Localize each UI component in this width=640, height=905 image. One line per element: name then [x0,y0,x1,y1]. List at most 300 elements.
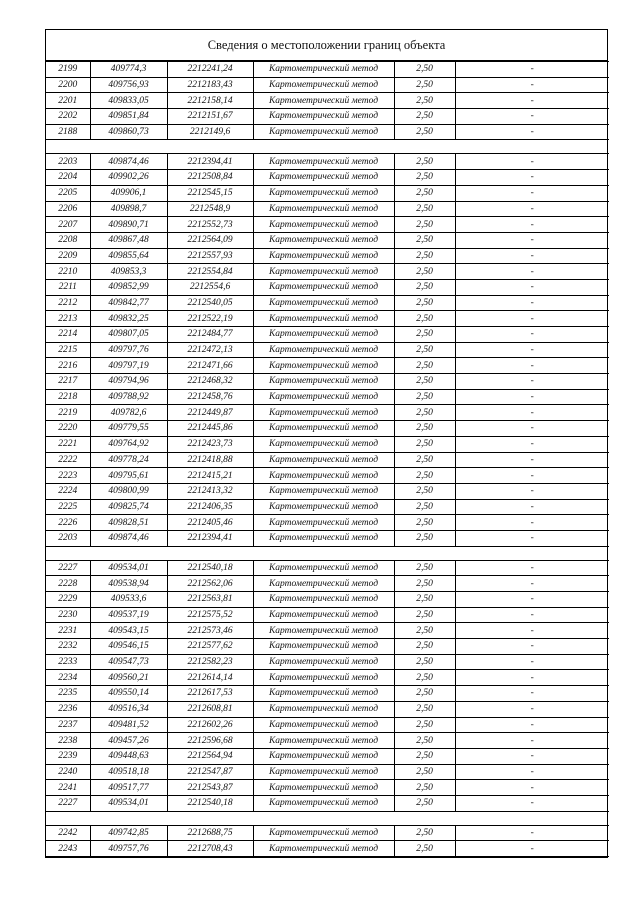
accuracy-cell: 2,50 [394,201,455,217]
method-cell: Картометрический метод [253,217,394,233]
accuracy-cell: 2,50 [394,592,455,608]
accuracy-cell: 2,50 [394,499,455,515]
description-cell: - [455,764,609,780]
y-coordinate-cell: 2212468,32 [167,374,253,390]
x-coordinate-cell: 409547,73 [90,654,167,670]
y-coordinate-cell: 2212564,09 [167,232,253,248]
point-number-cell: 2204 [46,170,90,186]
y-coordinate-cell: 2212149,6 [167,124,253,140]
description-cell: - [455,264,609,280]
method-cell: Картометрический метод [253,607,394,623]
description-cell: - [455,483,609,499]
accuracy-cell: 2,50 [394,154,455,170]
y-coordinate-cell: 2212563,81 [167,592,253,608]
x-coordinate-cell: 409795,61 [90,468,167,484]
coordinates-table [46,61,609,857]
y-coordinate-cell: 2212405,46 [167,515,253,531]
y-coordinate-cell: 2212540,18 [167,560,253,576]
point-number-cell: 2232 [46,639,90,655]
table-row [46,825,609,841]
x-coordinate-cell: 409518,18 [90,764,167,780]
y-coordinate-cell: 2212445,86 [167,421,253,437]
y-coordinate-cell: 2212552,73 [167,217,253,233]
y-coordinate-cell: 2212158,14 [167,93,253,109]
y-coordinate-cell: 2212423,73 [167,436,253,452]
table-row [46,62,609,78]
accuracy-cell: 2,50 [394,279,455,295]
method-cell: Картометрический метод [253,264,394,280]
x-coordinate-cell: 409534,01 [90,795,167,811]
y-coordinate-cell: 2212415,21 [167,468,253,484]
x-coordinate-cell: 409788,92 [90,389,167,405]
accuracy-cell: 2,50 [394,170,455,186]
table-row [46,733,609,749]
description-cell: - [455,530,609,546]
accuracy-cell: 2,50 [394,374,455,390]
description-cell: - [455,374,609,390]
description-cell: - [455,701,609,717]
point-number-cell: 2243 [46,841,90,857]
x-coordinate-cell: 409874,46 [90,530,167,546]
point-number-cell: 2212 [46,295,90,311]
x-coordinate-cell: 409538,94 [90,576,167,592]
description-cell: - [455,825,609,841]
accuracy-cell: 2,50 [394,358,455,374]
accuracy-cell: 2,50 [394,780,455,796]
method-cell: Картометрический метод [253,311,394,327]
y-coordinate-cell: 2212522,19 [167,311,253,327]
x-coordinate-cell: 409807,05 [90,327,167,343]
x-coordinate-cell: 409534,01 [90,560,167,576]
description-cell: - [455,232,609,248]
description-cell: - [455,841,609,857]
method-cell: Картометрический метод [253,185,394,201]
method-cell: Картометрический метод [253,639,394,655]
point-number-cell: 2236 [46,701,90,717]
accuracy-cell: 2,50 [394,717,455,733]
point-number-cell: 2221 [46,436,90,452]
method-cell: Картометрический метод [253,483,394,499]
y-coordinate-cell: 2212575,52 [167,607,253,623]
point-number-cell: 2230 [46,607,90,623]
table-row [46,436,609,452]
description-cell: - [455,748,609,764]
x-coordinate-cell: 409852,99 [90,279,167,295]
table-row [46,374,609,390]
table-row [46,77,609,93]
point-number-cell: 2219 [46,405,90,421]
method-cell: Картометрический метод [253,623,394,639]
x-coordinate-cell: 409757,76 [90,841,167,857]
accuracy-cell: 2,50 [394,436,455,452]
method-cell: Картометрический метод [253,576,394,592]
y-coordinate-cell: 2212573,46 [167,623,253,639]
accuracy-cell: 2,50 [394,764,455,780]
method-cell: Картометрический метод [253,468,394,484]
table-row [46,452,609,468]
table-row [46,170,609,186]
method-cell: Картометрический метод [253,733,394,749]
description-cell: - [455,654,609,670]
x-coordinate-cell: 409797,76 [90,342,167,358]
accuracy-cell: 2,50 [394,825,455,841]
y-coordinate-cell: 2212394,41 [167,530,253,546]
method-cell: Картометрический метод [253,452,394,468]
method-cell: Картометрический метод [253,717,394,733]
description-cell: - [455,342,609,358]
y-coordinate-cell: 2212545,15 [167,185,253,201]
accuracy-cell: 2,50 [394,576,455,592]
accuracy-cell: 2,50 [394,670,455,686]
point-number-cell: 2242 [46,825,90,841]
method-cell: Картометрический метод [253,560,394,576]
x-coordinate-cell: 409779,55 [90,421,167,437]
y-coordinate-cell: 2212547,87 [167,764,253,780]
point-number-cell: 2240 [46,764,90,780]
table-row [46,358,609,374]
y-coordinate-cell: 2212458,76 [167,389,253,405]
y-coordinate-cell: 2212562,06 [167,576,253,592]
accuracy-cell: 2,50 [394,748,455,764]
accuracy-cell: 2,50 [394,733,455,749]
x-coordinate-cell: 409832,25 [90,311,167,327]
description-cell: - [455,217,609,233]
method-cell: Картометрический метод [253,748,394,764]
method-cell: Картометрический метод [253,170,394,186]
table-row [46,342,609,358]
table-row [46,405,609,421]
accuracy-cell: 2,50 [394,185,455,201]
point-number-cell: 2188 [46,124,90,140]
accuracy-cell: 2,50 [394,483,455,499]
description-cell: - [455,248,609,264]
x-coordinate-cell: 409898,7 [90,201,167,217]
method-cell: Картометрический метод [253,232,394,248]
description-cell: - [455,185,609,201]
table-row [46,607,609,623]
point-number-cell: 2201 [46,93,90,109]
accuracy-cell: 2,50 [394,342,455,358]
description-cell: - [455,607,609,623]
point-number-cell: 2207 [46,217,90,233]
point-number-cell: 2206 [46,201,90,217]
x-coordinate-cell: 409782,6 [90,405,167,421]
method-cell: Картометрический метод [253,795,394,811]
x-coordinate-cell: 409448,63 [90,748,167,764]
x-coordinate-cell: 409756,93 [90,77,167,93]
x-coordinate-cell: 409828,51 [90,515,167,531]
x-coordinate-cell: 409457,26 [90,733,167,749]
point-number-cell: 2199 [46,62,90,78]
table-row [46,468,609,484]
table-row [46,654,609,670]
x-coordinate-cell: 409842,77 [90,295,167,311]
y-coordinate-cell: 2212241,24 [167,62,253,78]
x-coordinate-cell: 409764,92 [90,436,167,452]
description-cell: - [455,358,609,374]
point-number-cell: 2200 [46,77,90,93]
table-row [46,670,609,686]
table-row [46,295,609,311]
description-cell: - [455,717,609,733]
table-row [46,421,609,437]
description-cell: - [455,170,609,186]
point-number-cell: 2208 [46,232,90,248]
table-row [46,639,609,655]
accuracy-cell: 2,50 [394,623,455,639]
group-separator-row [46,546,609,560]
method-cell: Картометрический метод [253,515,394,531]
table-row [46,717,609,733]
description-cell: - [455,77,609,93]
table-row [46,232,609,248]
accuracy-cell: 2,50 [394,701,455,717]
table-row [46,686,609,702]
description-cell: - [455,93,609,109]
y-coordinate-cell: 2212596,68 [167,733,253,749]
point-number-cell: 2233 [46,654,90,670]
method-cell: Картометрический метод [253,154,394,170]
point-number-cell: 2210 [46,264,90,280]
y-coordinate-cell: 2212151,67 [167,109,253,125]
accuracy-cell: 2,50 [394,62,455,78]
table-row [46,795,609,811]
y-coordinate-cell: 2212449,87 [167,405,253,421]
description-cell: - [455,279,609,295]
table-row [46,499,609,515]
point-number-cell: 2220 [46,421,90,437]
table-row [46,93,609,109]
table-row [46,279,609,295]
method-cell: Картометрический метод [253,780,394,796]
description-cell: - [455,405,609,421]
table-row [46,841,609,857]
method-cell: Картометрический метод [253,389,394,405]
table-row [46,217,609,233]
accuracy-cell: 2,50 [394,654,455,670]
point-number-cell: 2216 [46,358,90,374]
x-coordinate-cell: 409543,15 [90,623,167,639]
method-cell: Картометрический метод [253,109,394,125]
table-row [46,154,609,170]
method-cell: Картометрический метод [253,530,394,546]
x-coordinate-cell: 409517,77 [90,780,167,796]
point-number-cell: 2215 [46,342,90,358]
accuracy-cell: 2,50 [394,607,455,623]
y-coordinate-cell: 2212394,41 [167,154,253,170]
accuracy-cell: 2,50 [394,452,455,468]
y-coordinate-cell: 2212602,26 [167,717,253,733]
point-number-cell: 2214 [46,327,90,343]
x-coordinate-cell: 409533,6 [90,592,167,608]
accuracy-cell: 2,50 [394,389,455,405]
description-cell: - [455,468,609,484]
point-number-cell: 2225 [46,499,90,515]
description-cell: - [455,452,609,468]
y-coordinate-cell: 2212557,93 [167,248,253,264]
x-coordinate-cell: 409481,52 [90,717,167,733]
y-coordinate-cell: 2212554,84 [167,264,253,280]
point-number-cell: 2209 [46,248,90,264]
point-number-cell: 2226 [46,515,90,531]
table-row [46,748,609,764]
method-cell: Картометрический метод [253,327,394,343]
point-number-cell: 2213 [46,311,90,327]
table-row [46,576,609,592]
point-number-cell: 2227 [46,560,90,576]
y-coordinate-cell: 2212688,75 [167,825,253,841]
point-number-cell: 2217 [46,374,90,390]
document-title: Сведения о местоположении границ объекта [46,30,607,61]
method-cell: Картометрический метод [253,358,394,374]
y-coordinate-cell: 2212484,77 [167,327,253,343]
description-cell: - [455,780,609,796]
method-cell: Картометрический метод [253,670,394,686]
group-separator-row [46,811,609,825]
table-row [46,592,609,608]
y-coordinate-cell: 2212708,43 [167,841,253,857]
method-cell: Картометрический метод [253,62,394,78]
accuracy-cell: 2,50 [394,405,455,421]
description-cell: - [455,436,609,452]
description-cell: - [455,639,609,655]
method-cell: Картометрический метод [253,77,394,93]
description-cell: - [455,311,609,327]
y-coordinate-cell: 2212614,14 [167,670,253,686]
accuracy-cell: 2,50 [394,327,455,343]
point-number-cell: 2229 [46,592,90,608]
accuracy-cell: 2,50 [394,530,455,546]
x-coordinate-cell: 409874,46 [90,154,167,170]
x-coordinate-cell: 409546,15 [90,639,167,655]
description-cell: - [455,389,609,405]
x-coordinate-cell: 409742,85 [90,825,167,841]
method-cell: Картометрический метод [253,701,394,717]
description-cell: - [455,560,609,576]
accuracy-cell: 2,50 [394,795,455,811]
accuracy-cell: 2,50 [394,686,455,702]
accuracy-cell: 2,50 [394,841,455,857]
table-row [46,701,609,717]
description-cell: - [455,109,609,125]
description-cell: - [455,421,609,437]
x-coordinate-cell: 409825,74 [90,499,167,515]
description-cell: - [455,686,609,702]
accuracy-cell: 2,50 [394,311,455,327]
description-cell: - [455,670,609,686]
point-number-cell: 2227 [46,795,90,811]
x-coordinate-cell: 409794,96 [90,374,167,390]
table-row [46,483,609,499]
y-coordinate-cell: 2212472,13 [167,342,253,358]
x-coordinate-cell: 409550,14 [90,686,167,702]
point-number-cell: 2231 [46,623,90,639]
point-number-cell: 2211 [46,279,90,295]
y-coordinate-cell: 2212554,6 [167,279,253,295]
description-cell: - [455,576,609,592]
separator-cell [46,811,609,825]
y-coordinate-cell: 2212183,43 [167,77,253,93]
separator-cell [46,140,609,154]
description-cell: - [455,124,609,140]
table-row [46,248,609,264]
point-number-cell: 2228 [46,576,90,592]
method-cell: Картометрический метод [253,686,394,702]
description-cell: - [455,795,609,811]
y-coordinate-cell: 2212413,32 [167,483,253,499]
method-cell: Картометрический метод [253,374,394,390]
description-cell: - [455,327,609,343]
y-coordinate-cell: 2212508,84 [167,170,253,186]
method-cell: Картометрический метод [253,279,394,295]
x-coordinate-cell: 409851,84 [90,109,167,125]
accuracy-cell: 2,50 [394,295,455,311]
x-coordinate-cell: 409906,1 [90,185,167,201]
x-coordinate-cell: 409537,19 [90,607,167,623]
x-coordinate-cell: 409853,3 [90,264,167,280]
table-row [46,124,609,140]
y-coordinate-cell: 2212577,62 [167,639,253,655]
separator-cell [46,546,609,560]
y-coordinate-cell: 2212418,88 [167,452,253,468]
point-number-cell: 2235 [46,686,90,702]
point-number-cell: 2203 [46,154,90,170]
x-coordinate-cell: 409855,64 [90,248,167,264]
accuracy-cell: 2,50 [394,77,455,93]
table-row [46,623,609,639]
boundary-info-sheet [45,29,608,858]
accuracy-cell: 2,50 [394,217,455,233]
method-cell: Картометрический метод [253,405,394,421]
method-cell: Картометрический метод [253,764,394,780]
point-number-cell: 2205 [46,185,90,201]
table-row [46,530,609,546]
method-cell: Картометрический метод [253,841,394,857]
table-row [46,264,609,280]
accuracy-cell: 2,50 [394,109,455,125]
x-coordinate-cell: 409833,05 [90,93,167,109]
y-coordinate-cell: 2212582,23 [167,654,253,670]
table-row [46,327,609,343]
table-row [46,311,609,327]
accuracy-cell: 2,50 [394,468,455,484]
y-coordinate-cell: 2212608,81 [167,701,253,717]
y-coordinate-cell: 2212617,53 [167,686,253,702]
y-coordinate-cell: 2212543,87 [167,780,253,796]
table-row [46,780,609,796]
y-coordinate-cell: 2212540,18 [167,795,253,811]
method-cell: Картометрический метод [253,436,394,452]
x-coordinate-cell: 409867,48 [90,232,167,248]
method-cell: Картометрический метод [253,825,394,841]
x-coordinate-cell: 409797,19 [90,358,167,374]
table-row [46,764,609,780]
point-number-cell: 2224 [46,483,90,499]
x-coordinate-cell: 409800,99 [90,483,167,499]
accuracy-cell: 2,50 [394,264,455,280]
x-coordinate-cell: 409778,24 [90,452,167,468]
method-cell: Картометрический метод [253,93,394,109]
table-row [46,560,609,576]
x-coordinate-cell: 409774,3 [90,62,167,78]
description-cell: - [455,295,609,311]
point-number-cell: 2238 [46,733,90,749]
accuracy-cell: 2,50 [394,93,455,109]
description-cell: - [455,201,609,217]
x-coordinate-cell: 409890,71 [90,217,167,233]
point-number-cell: 2241 [46,780,90,796]
accuracy-cell: 2,50 [394,232,455,248]
